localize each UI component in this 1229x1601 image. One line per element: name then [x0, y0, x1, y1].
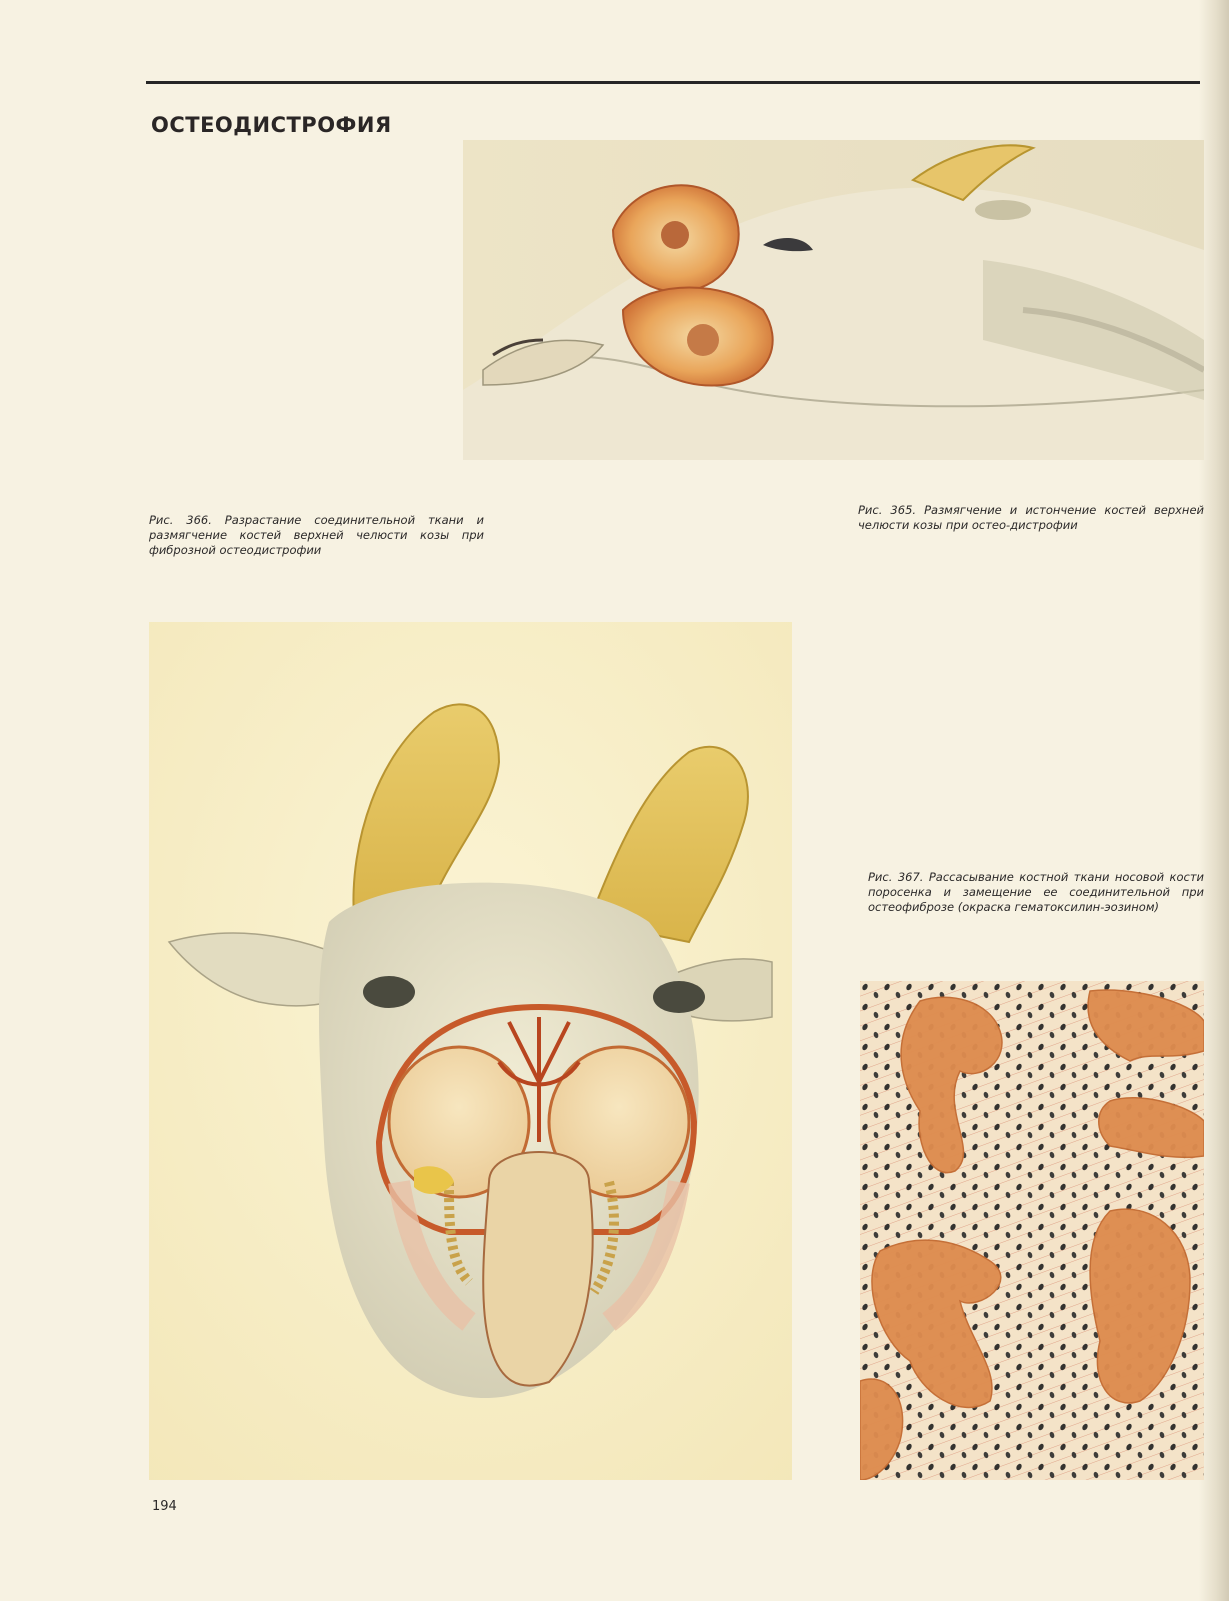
page-number: 194	[152, 1499, 177, 1514]
header-rule	[146, 81, 1200, 84]
figure-365-caption: Рис. 365. Размягчение и истончение костей верхней челюсти козы при остео-дистрофии	[858, 503, 1204, 532]
figure-367-caption: Рис. 367. Рассасывание костной ткани носовой кости поросенка и замещение ее соединительной при остеофиброзе (окраска гематоксилин-эозином)	[868, 870, 1204, 914]
figure-366-illustration	[149, 622, 792, 1480]
figure-367-micrograph	[860, 981, 1204, 1480]
figure-365-illustration	[463, 140, 1204, 460]
figure-366-caption: Рис. 366. Разрастание соединительной ткани и размягчение костей верхней челюсти козы при фиброзной остеодистрофии	[149, 513, 484, 557]
page-title: ОСТЕОДИСТРОФИЯ	[151, 113, 392, 137]
